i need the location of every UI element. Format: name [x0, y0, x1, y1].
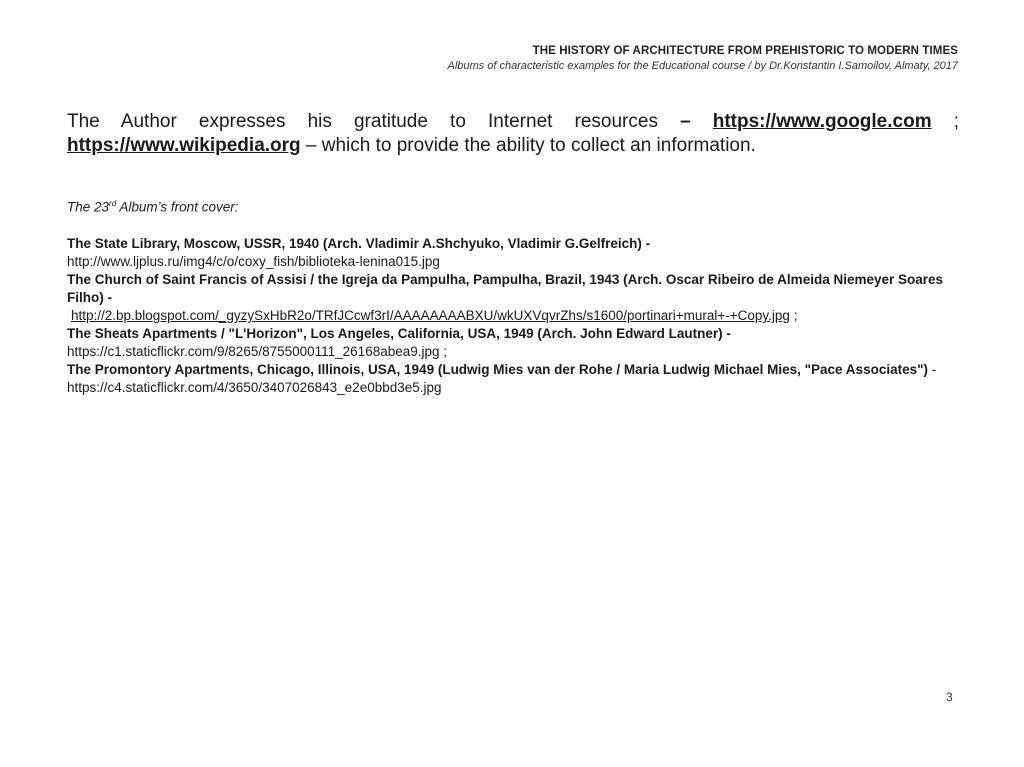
cover-heading-prefix: The 23: [67, 199, 110, 215]
gratitude-paragraph: [67, 110, 959, 158]
entry-title: The State Library, Moscow, USSR, 1940 (Arch. Vladimir A.Shchyuko, Vladimir G.Gelfreich) -: [67, 236, 651, 251]
gratitude-dash: –: [680, 111, 691, 132]
wikipedia-link[interactable]: https://www.wikipedia.org: [67, 135, 301, 156]
page-number: 3: [946, 690, 953, 704]
entry-suffix: ;: [789, 308, 798, 323]
document-subtitle: Albums of characteristic examples for the Educational course / by Dr.Konstantin I.Samoilov, Almaty, 2017: [447, 60, 958, 72]
reference-entry: [67, 235, 947, 271]
cover-heading-sup: rd: [109, 199, 117, 208]
entry-title: The Church of Saint Francis of Assisi / the Igreja da Pampulha, Pampulha, Brazil, 1943 (Arch. Oscar Ribeiro de Almeida Niemeyer Soares Filho) -: [67, 272, 944, 305]
reference-entry: [67, 271, 947, 325]
entry-url: http://www.ljplus.ru/img4/c/o/coxy_fish/biblioteka-lenina015.jpg: [67, 254, 440, 269]
entry-url-link[interactable]: http://2.bp.blogspot.com/_gyzySxHbR2o/TRfJCcwf3rI/AAAAAAAABXU/wkUXVqvrZhs/s1600/portinari+mural+-+Copy.jpg: [71, 308, 790, 323]
reference-entry: The Promontory Apartments, Chicago, Illinois, USA, 1949 (Ludwig Mies van der Rohe / Maria Ludwig Michael Mies, "Pace Associates") - https://c4.staticflickr.com/4/3650/3407026843_e2e0bbd3e5.jpg: [67, 362, 937, 395]
cover-heading: [67, 199, 238, 215]
entry-title: The Sheats Apartments / "L'Horizon", Los Angeles, California, USA, 1949 (Arch. John Edward Lautner) -: [67, 326, 731, 341]
document-title: THE HISTORY OF ARCHITECTURE FROM PREHISTORIC TO MODERN TIMES: [532, 45, 958, 57]
entry-suffix: ;: [439, 344, 448, 359]
reference-list: [67, 235, 947, 397]
gratitude-text-after: – which to provide the ability to collect an information.: [300, 135, 756, 156]
gratitude-separator: ;: [953, 111, 959, 132]
entry-url: https://c1.staticflickr.com/9/8265/8755000111_26168abea9.jpg: [67, 344, 440, 359]
entry-url: https://c4.staticflickr.com/4/3650/3407026843_e2e0bbd3e5.jpg: [67, 380, 442, 395]
cover-heading-suffix: Album’s front cover:: [116, 199, 239, 215]
gratitude-text-before: The Author expresses his gratitude to Internet resources: [67, 111, 681, 132]
reference-entry: [67, 325, 947, 361]
document-header: [447, 44, 958, 73]
google-link[interactable]: https://www.google.com: [712, 111, 932, 132]
entry-title: The Promontory Apartments, Chicago, Illinois, USA, 1949 (Ludwig Mies van der Rohe / Maria Ludwig Michael Mies, "Pace Associates"): [67, 362, 928, 377]
